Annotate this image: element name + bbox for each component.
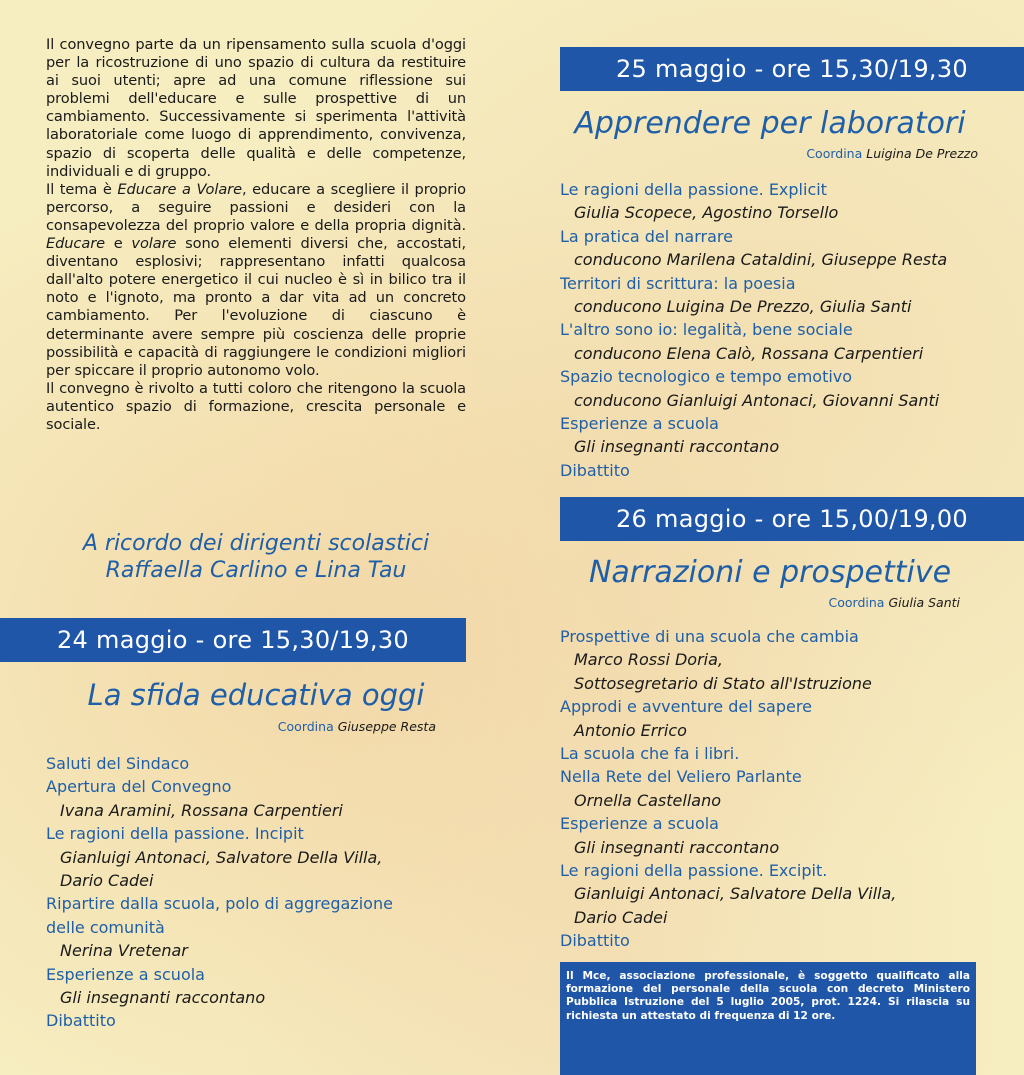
session-date-bar: [560, 47, 1024, 91]
intro-text-run: Il convegno è rivolto a tutti coloro che ritengono la scuola autentico spazio di formazione, crescita personale e sociale.: [46, 379, 466, 433]
memorial-line-1: A ricordo dei dirigenti scolastici: [82, 531, 430, 556]
coordinator-name: Luigina De Prezzo: [866, 146, 978, 161]
program-topic: Esperienze a scuola: [560, 414, 719, 434]
program-speaker: Gli insegnanti raccontano: [574, 837, 780, 857]
session-coordinator: [560, 146, 978, 161]
program-speaker: Ornella Castellano: [574, 790, 721, 810]
session-date: 25 maggio - ore 15,30/19,30: [615, 55, 968, 83]
accreditation-note: [560, 962, 976, 1075]
session-program: [560, 625, 1024, 953]
program-topic: Territori di scrittura: la poesia: [560, 273, 796, 293]
program-topic: Le ragioni della passione. Excipit.: [560, 861, 828, 881]
program-speaker: Dario Cadei: [574, 907, 668, 927]
program-topic: Apertura del Convegno: [46, 777, 232, 797]
program-speaker: Gianluigi Antonaci, Salvatore Della Villa,: [60, 847, 383, 867]
intro-emphasis: volare: [131, 235, 177, 253]
program-speaker: Sottosegretario di Stato all'Istruzione: [574, 673, 872, 693]
program-topic: La pratica del narrare: [560, 226, 733, 246]
memorial-line-2: Raffaella Carlino e Lina Tau: [105, 558, 407, 583]
intro-text-run: , educare a scegliere il proprio percorso, a seguire passioni e desideri con la consapevolezza del proprio valore e della propria dignità.: [46, 180, 466, 234]
program-topic: Dibattito: [560, 931, 630, 951]
intro-text-run: e: [104, 235, 132, 253]
coordinator-label: Coordina: [828, 595, 885, 610]
program-speaker: Dario Cadei: [60, 871, 154, 891]
program-speaker: conducono Marilena Cataldini, Giuseppe Resta: [574, 250, 948, 270]
program-speaker: Giulia Scopece, Agostino Torsello: [574, 203, 839, 223]
program-speaker: Gli insegnanti raccontano: [60, 988, 266, 1008]
session-date-bar: [560, 497, 1024, 541]
session-date-bar: [0, 618, 466, 662]
session-title: Narrazioni e prospettive: [588, 555, 952, 590]
intro-paragraph-1: [46, 36, 466, 181]
program-topic: Dibattito: [560, 460, 630, 480]
session-program: [46, 752, 466, 1033]
program-speaker: conducono Elena Calò, Rossana Carpentieri: [574, 343, 924, 363]
intro-emphasis: Educare: [46, 235, 105, 253]
program-topic: L'altro sono io: legalità, bene sociale: [560, 320, 853, 340]
coordinator-name: Giuseppe Resta: [337, 719, 436, 734]
intro-paragraph-2: [46, 181, 466, 380]
intro-paragraph-3: [46, 380, 466, 434]
coordinator-name: Giulia Santi: [888, 595, 960, 610]
session-program: [560, 178, 1024, 482]
program-topic: Prospettive di una scuola che cambia: [560, 627, 859, 646]
program-speaker: conducono Gianluigi Antonaci, Giovanni Santi: [574, 390, 940, 410]
program-speaker: Ivana Aramini, Rossana Carpentieri: [60, 800, 343, 820]
intro-emphasis: Educare a Volare: [117, 180, 242, 198]
session-coordinator: [46, 719, 436, 734]
coordinator-label: Coordina: [277, 719, 334, 734]
program-topic: Nella Rete del Veliero Parlante: [560, 767, 802, 787]
intro-text: [46, 36, 466, 434]
session-title: Apprendere per laboratori: [574, 106, 966, 141]
program-speaker: Gianluigi Antonaci, Salvatore Della Villa,: [574, 884, 897, 904]
program-topic: Esperienze a scuola: [560, 814, 719, 834]
intro-text-run: sono elementi diversi che, accostati, diventano esplosivi; rappresentano infatti qualcosa dall'alto potere energetico il cui nucleo è sì in bilico tra il noto e l'ignoto, ma pronto a dar vita ad un concreto cambiamento. Per l'evoluzione di ciascuno è determinante avere sempre più coscienza delle proprie possibilità e capacità di raggiungere le condizioni migliori per spiccare il proprio autonomo volo.: [46, 235, 466, 379]
program-speaker: Gli insegnanti raccontano: [574, 437, 780, 457]
program-speaker: conducono Luigina De Prezzo, Giulia Santi: [574, 297, 912, 317]
session-coordinator: [560, 595, 960, 610]
accreditation-text: Il Mce, associazione professionale, è soggetto qualificato alla formazione del personale della scuola con decreto Ministero Pubblica Istruzione del 5 luglio 2005, prot. 1224. Si rilascia su richiesta un attestato di frequenza di 12 ore.: [566, 970, 970, 1022]
session-date: 26 maggio - ore 15,00/19,00: [615, 505, 968, 533]
program-speaker: Nerina Vretenar: [60, 941, 188, 961]
memorial-dedication: [46, 530, 466, 584]
program-topic: Esperienze a scuola: [46, 964, 205, 984]
program-topic: La scuola che fa i libri.: [560, 744, 740, 764]
program-topic: Le ragioni della passione. Incipit: [46, 824, 304, 844]
intro-text-run: Il tema è: [46, 180, 118, 198]
program-speaker: Marco Rossi Doria,: [574, 650, 723, 670]
program-topic: Dibattito: [46, 1011, 116, 1031]
program-topic: Spazio tecnologico e tempo emotivo: [560, 367, 853, 387]
coordinator-label: Coordina: [806, 146, 863, 161]
program-topic: Ripartire dalla scuola, polo di aggregazione: [46, 894, 393, 914]
intro-text-run: Il convegno parte da un ripensamento sulla scuola d'oggi per la ricostruzione di uno spazio di cultura da restituire ai suoi utenti; apre ad una comune riflessione sui problemi dell'educare e sulle prospettive di un cambiamento. Successivamente si sperimenta l'attività laboratoriale come luogo di apprendimento, convivenza, spazio di scoperta delle qualità e delle competenze, individuali e di gruppo.: [46, 36, 466, 180]
program-speaker: Antonio Errico: [574, 720, 687, 740]
program-topic: Saluti del Sindaco: [46, 754, 190, 773]
session-title: La sfida educativa oggi: [87, 678, 425, 712]
session-date: 24 maggio - ore 15,30/19,30: [56, 626, 409, 654]
left-column: [46, 36, 466, 583]
program-topic: Le ragioni della passione. Explicit: [560, 180, 827, 199]
program-topic: delle comunità: [46, 917, 165, 937]
program-topic: Approdi e avventure del sapere: [560, 697, 812, 717]
